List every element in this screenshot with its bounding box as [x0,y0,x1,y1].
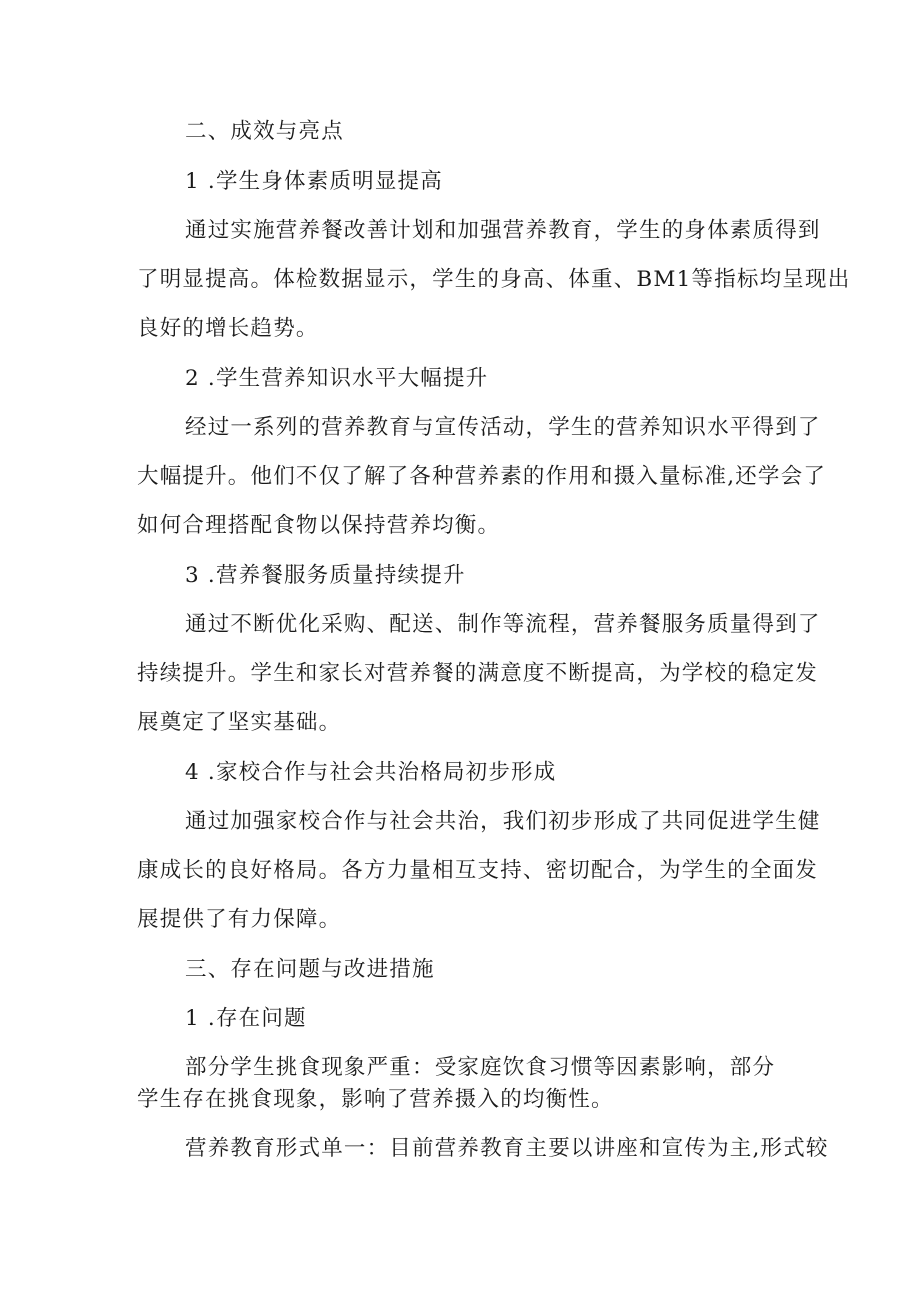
paragraph-line: 了明显提高。体检数据显示，学生的身高、体重、BM1等指标均呈现出 [137,267,851,292]
paragraph-line: 学生存在挑食现象，影响了营养摄入的均衡性。 [137,1087,614,1112]
paragraph-line: 部分学生挑食现象严重：受家庭饮食习惯等因素影响，部分 [185,1055,776,1080]
paragraph-line: 展提供了有力保障。 [137,907,342,932]
paragraph-line: 大幅提升。他们不仅了解了各种营养素的作用和摄入量标准,还学会了 [137,464,827,489]
paragraph-line: 经过一系列的营养教育与宣传活动，学生的营养知识水平得到了 [185,415,821,440]
section-heading: 二、成效与亮点 [185,119,344,144]
paragraph-line: 康成长的良好格局。各方力量相互支持、密切配合，为学生的全面发 [137,858,819,883]
paragraph-line: 展奠定了坚实基础。 [137,710,342,735]
subsection-heading: 2 .学生营养知识水平大幅提升 [185,366,489,391]
paragraph-line: 通过实施营养餐改善计划和加强营养教育，学生的身体素质得到 [185,218,821,243]
paragraph-line: 通过不断优化采购、配送、制作等流程，营养餐服务质量得到了 [185,612,821,637]
paragraph-line: 营养教育形式单一：目前营养教育主要以讲座和宣传为主,形式较 [185,1136,829,1161]
subsection-heading: 4 .家校合作与社会共治格局初步形成 [185,760,557,785]
subsection-heading: 1 .学生身体素质明显提高 [185,169,443,194]
paragraph-line: 通过加强家校合作与社会共治，我们初步形成了共同促进学生健 [185,809,821,834]
paragraph-line: 如何合理搭配食物以保持营养均衡。 [137,513,501,538]
section-heading: 三、存在问题与改进措施 [185,957,435,982]
subsection-heading: 3 .营养餐服务质量持续提升 [185,563,466,588]
paragraph-line: 良好的增长趋势。 [137,316,319,341]
subsection-heading: 1 .存在问题 [185,1006,307,1031]
paragraph-line: 持续提升。学生和家长对营养餐的满意度不断提高，为学校的稳定发 [137,661,819,686]
